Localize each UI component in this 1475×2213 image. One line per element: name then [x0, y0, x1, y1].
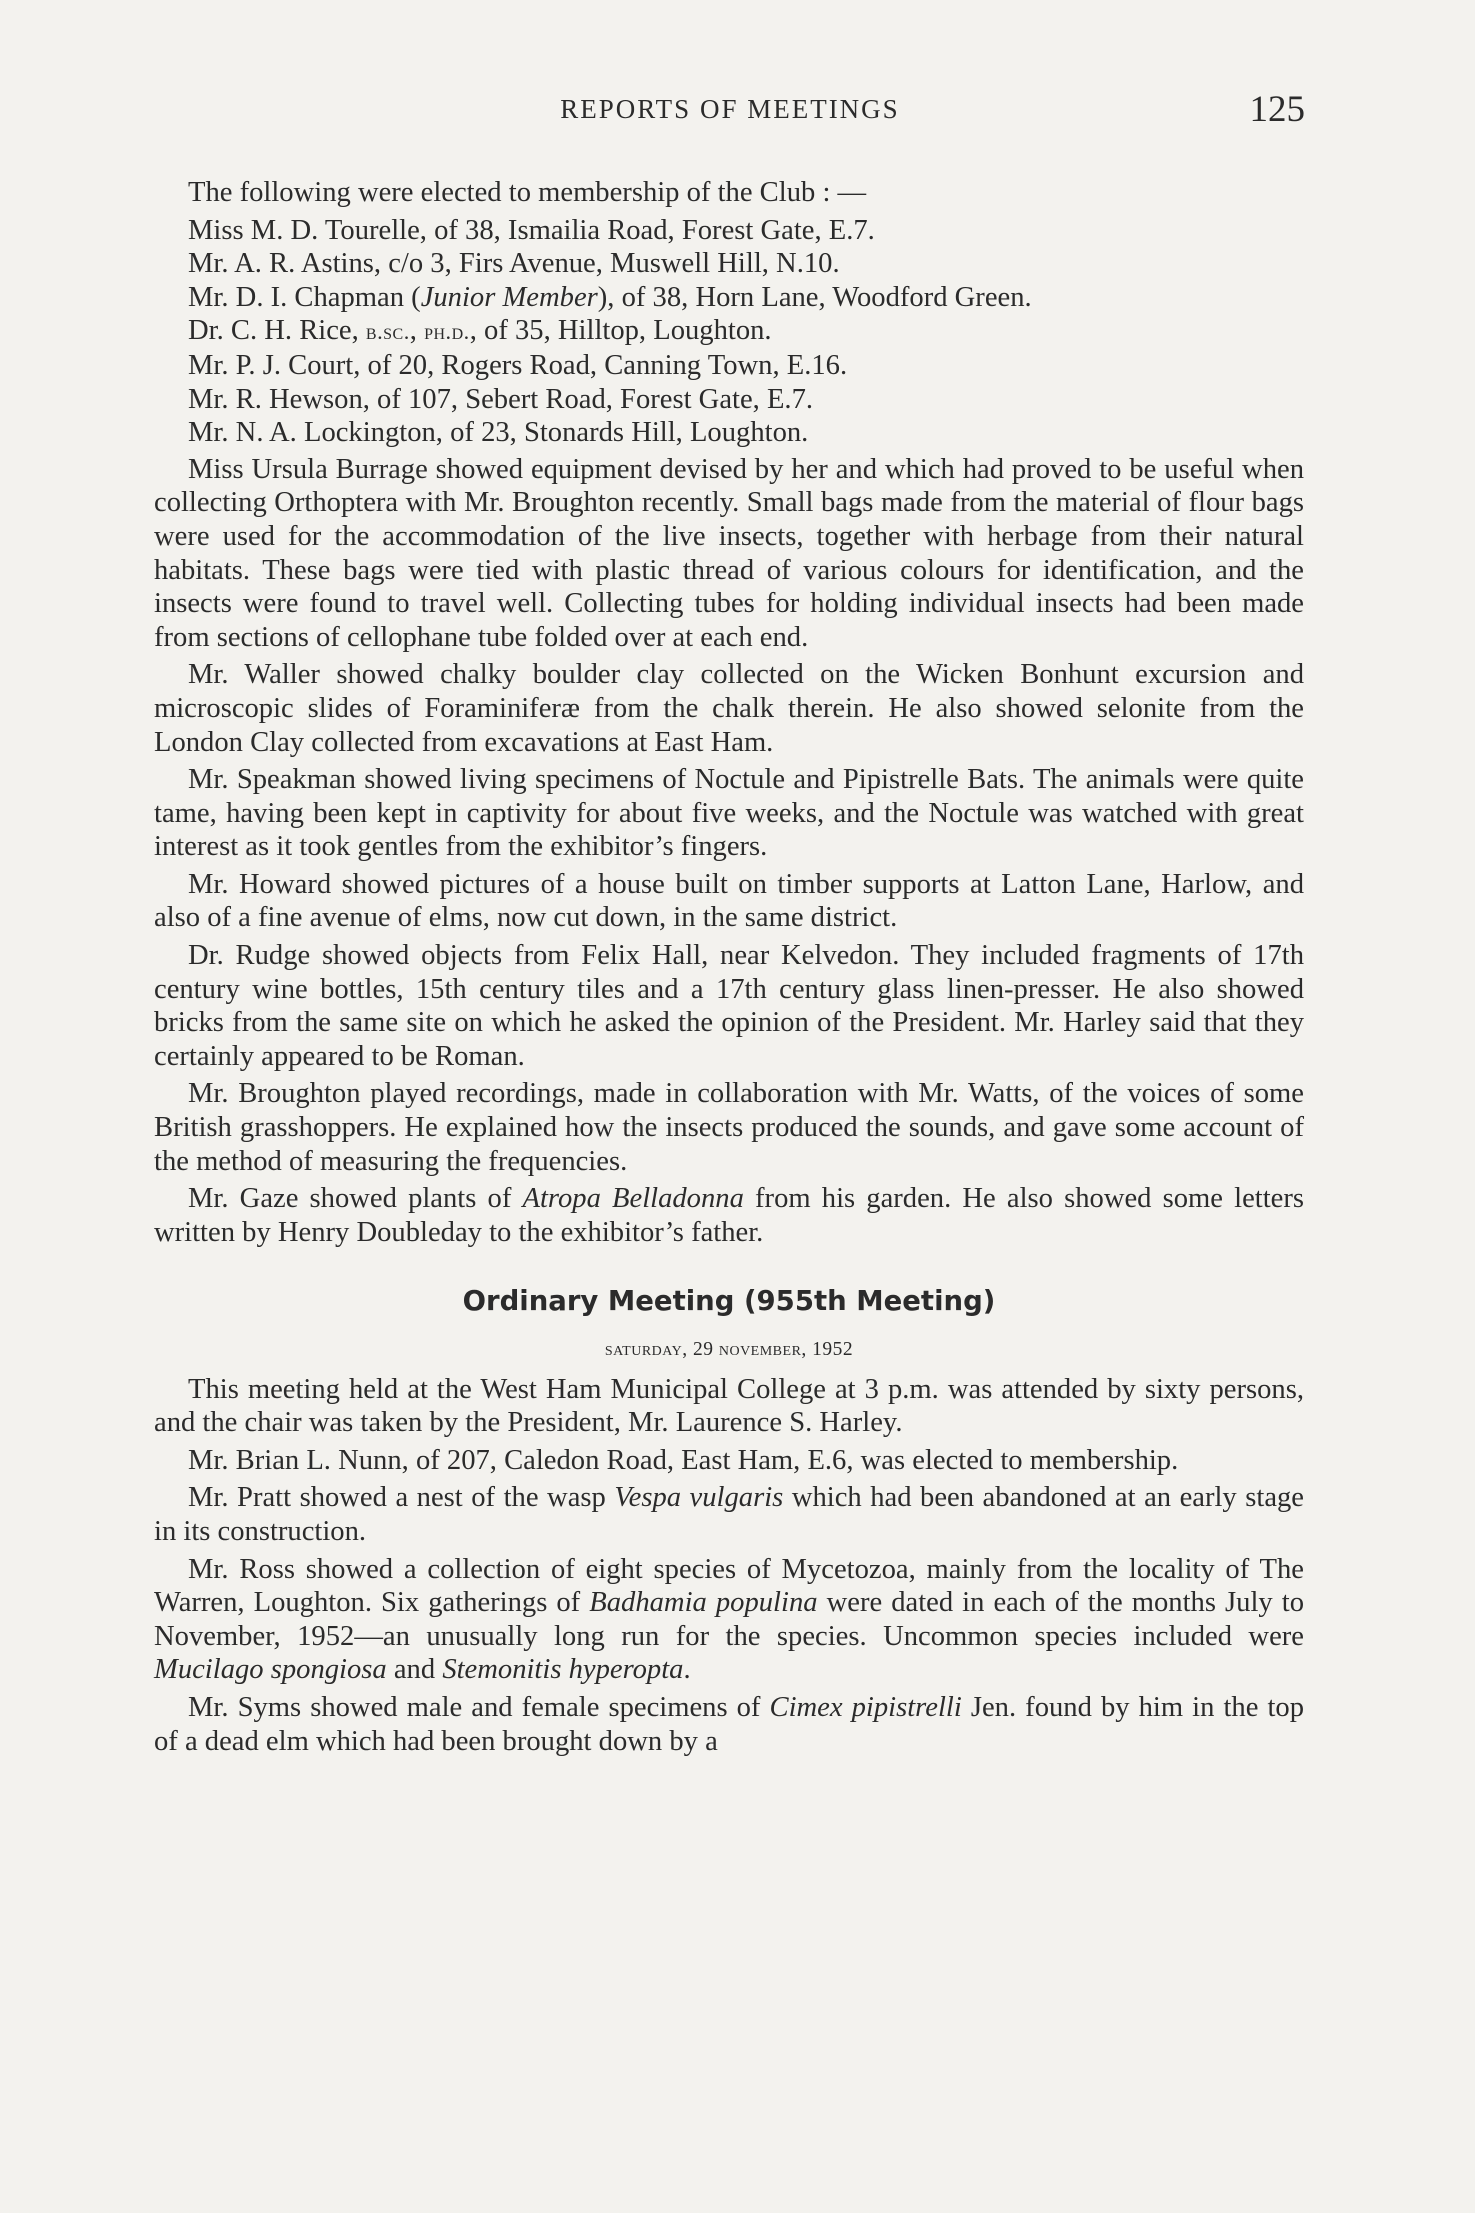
- paragraph-syms: Mr. Syms showed male and female specimens of Cimex pipistrelli Jen. found by him in the top of a dead elm which had been brought down by a: [154, 1691, 1304, 1757]
- election-intro: The following were elected to membership of the Club : —: [188, 177, 867, 208]
- paragraph-ross: Mr. Ross showed a collection of eight species of Mycetozoa, mainly from the locality of The Warren, Loughton. Six gatherings of Badhamia populina were dated in each of the months July to November, 1952—an unusually long run for the species. Uncommon species included were Mucilago spongiosa and Stemonitis hyperopta.: [154, 1553, 1304, 1686]
- member-entry: Mr. A. R. Astins, c/o 3, Firs Avenue, Muswell Hill, N.10.: [188, 248, 840, 280]
- paragraph-gaze: Mr. Gaze showed plants of Atropa Belladonna from his garden. He also showed some letters written by Henry Doubleday to the exhibitor’s father.: [154, 1183, 1305, 1248]
- member-entry: Mr. R. Hewson, of 107, Sebert Road, Forest Gate, E.7.: [188, 383, 814, 415]
- paragraph-speakman: Mr. Speakman showed living specimens of Noctule and Pipistrelle Bats. The animals were quite tame, having been kept in captivity for about five weeks, and the Noctule was watched with great interest as it took gentles from the exhibitor’s fingers.: [154, 764, 1304, 863]
- paragraph-nunn: Mr. Brian L. Nunn, of 207, Caledon Road, East Ham, E.6, was elected to membership.: [188, 1444, 1179, 1476]
- paragraph-rudge: Dr. Rudge showed objects from Felix Hall, near Kelvedon. They included fragments of 17th century wine bottles, 15th century tiles and a 17th century glass linen-presser. He also showed bricks from the same site on which he asked the opinion of the President. Mr. Harley said that they certainly appeared to be Roman.: [154, 940, 1304, 1072]
- page-header: [155, 88, 1305, 138]
- page-number: 125: [1249, 89, 1305, 130]
- paragraph-pratt: Mr. Pratt showed a nest of the wasp Vespa vulgaris which had been abandoned at an early stage in its construction.: [154, 1482, 1304, 1547]
- paragraph-attendance: This meeting held at the West Ham Municipal College at 3 p.m. was attended by sixty persons, and the chair was taken by the President, Mr. Laurence S. Harley.: [154, 1373, 1304, 1439]
- meeting-heading: Ordinary Meeting (955th Meeting): [462, 1285, 996, 1318]
- member-entry: Miss M. D. Tourelle, of 38, Ismailia Road, Forest Gate, E.7.: [188, 214, 875, 246]
- member-entry: Mr. P. J. Court, of 20, Rogers Road, Canning Town, E.16.: [188, 349, 848, 381]
- running-title: REPORTS OF MEETINGS: [560, 94, 900, 124]
- meeting-date: saturday, 29 november, 1952: [604, 1339, 854, 1360]
- member-entry: Mr. N. A. Lockington, of 23, Stonards Hill, Loughton.: [188, 417, 809, 449]
- paragraph-burrage: Miss Ursula Burrage showed equipment devised by her and which had proved to be useful when collecting Orthoptera with Mr. Broughton recently. Small bags made from the material of flour bags were used for the accommodation of the live insects, together with herbage from their natural habitats. These bags were tied with plastic thread of various colours for identification, and the insects were found to travel well. Collecting tubes for holding individual insects had been made from sections of cellophane tube folded over at each end.: [154, 453, 1304, 653]
- paragraph-waller: Mr. Waller showed chalky boulder clay collected on the Wicken Bonhunt excursion and microscopic slides of Foraminiferæ from the chalk therein. He also showed selonite from the London Clay collected from excavations at East Ham.: [154, 659, 1304, 758]
- member-list: [154, 214, 1304, 450]
- member-entry: Mr. D. I. Chapman (Junior Member), of 38, Horn Lane, Woodford Green.: [188, 281, 1032, 313]
- member-entry: Dr. C. H. Rice, b.sc., ph.d., of 35, Hilltop, Loughton.: [188, 315, 772, 347]
- body-text: [154, 176, 1304, 1762]
- paragraph-broughton: Mr. Broughton played recordings, made in collaboration with Mr. Watts, of the voices of some British grasshoppers. He explained how the insects produced the sounds, and gave some account of the method of measuring the frequencies.: [154, 1078, 1304, 1177]
- paragraph-howard: Mr. Howard showed pictures of a house built on timber supports at Latton Lane, Harlow, and also of a fine avenue of elms, now cut down, in the same district.: [154, 868, 1304, 934]
